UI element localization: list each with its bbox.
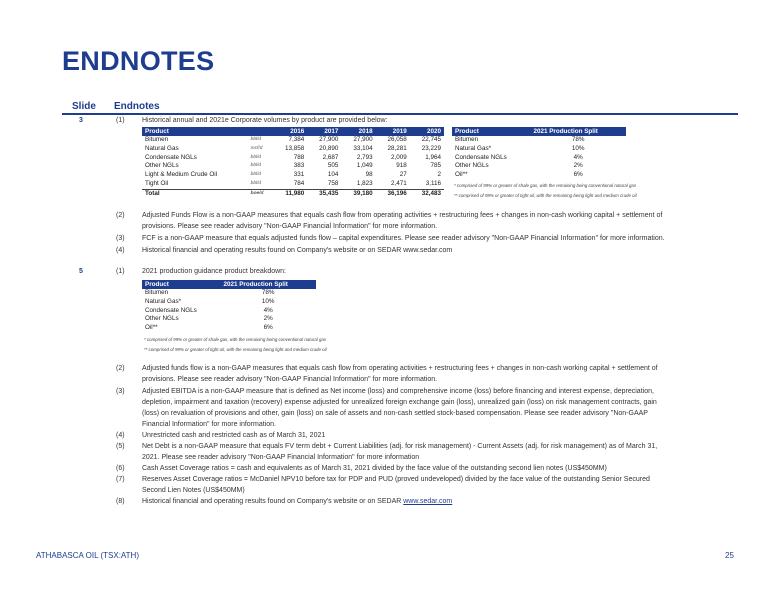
- cell-unit: mcf/d: [250, 145, 263, 151]
- note-5-6-text: Cash Asset Coverage ratios = cash and equivalents as of March 31, 2021 divided by the face value of the outstanding second lien notes (US$450MM): [142, 465, 607, 472]
- cell-value: 27,900: [353, 136, 373, 143]
- cell-product: Condensate NGLs: [145, 306, 197, 314]
- header-product: Product: [142, 127, 248, 136]
- cell-value: 1,823: [356, 179, 373, 187]
- cell-value: 35,435: [307, 189, 341, 198]
- cell-product: Other NGLs: [145, 315, 179, 323]
- slide-5-number: 5: [79, 268, 83, 275]
- cell-value: 78%: [571, 136, 585, 143]
- table-row: [452, 136, 626, 145]
- cell-value: 784: [293, 179, 305, 187]
- cell-product: Natural Gas: [145, 144, 179, 152]
- cell-value: 1,964: [425, 153, 441, 161]
- cell-value: 28,281: [387, 144, 407, 152]
- cell-value: 2,471: [391, 179, 407, 187]
- header-product: Product: [142, 280, 220, 289]
- cell-value: 22,745: [421, 136, 441, 143]
- cell-value: 2%: [263, 315, 273, 323]
- cell-unit: bbl/d: [250, 163, 262, 169]
- table-row: [142, 171, 444, 180]
- note-5-4-text: Unrestricted cash and restricted cash as of March 31, 2021: [142, 432, 326, 439]
- note-5-3-number: (3): [116, 388, 125, 395]
- cell-value: 505: [327, 162, 339, 170]
- cell-value: 383: [293, 162, 305, 170]
- table-row: [452, 162, 626, 171]
- note-5-1-text: 2021 production guidance product breakdown:: [142, 268, 286, 275]
- table-row: [142, 162, 444, 171]
- note-5-3-text-line2: depletion, impairment and taxation (recovery) expense adjusted for unrealized foreign exchange gain (loss), unrealized gain (loss) on risk management contracts, gain: [142, 399, 657, 406]
- note-5-7-text-line2: Second Lien Notes (US$450MM): [142, 487, 245, 494]
- cell-value: 27,900: [319, 136, 339, 143]
- split-table-header: [142, 280, 316, 289]
- note-3-3-text: FCF is a non-GAAP measure that equals adjusted funds flow – capital expenditures. Please see reader advisory "Non-GAAP Financial Information" for more information.: [142, 235, 665, 242]
- cell-value: 4%: [573, 153, 583, 161]
- split-footnote-1: * comprised of 99% or greater of shale gas, with the remaining being conventional natural gas: [454, 183, 637, 188]
- cell-unit: bbl/d: [250, 180, 262, 186]
- cell-product: Light & Medium Crude Oil: [145, 171, 218, 179]
- header-2016: 2016: [273, 127, 307, 136]
- slide-column-label: Slide: [72, 101, 96, 112]
- cell-product: Oil**: [145, 324, 158, 332]
- cell-value: 104: [327, 171, 339, 179]
- note-5-6-number: (6): [116, 465, 125, 472]
- cell-value: 7,384: [288, 136, 305, 143]
- note-5-8-number: (8): [116, 498, 125, 505]
- table-row: [142, 315, 316, 324]
- cell-value: 10%: [261, 297, 275, 305]
- cell-value: 11,980: [273, 189, 307, 198]
- cell-value: 27: [399, 171, 407, 179]
- table-row: [142, 145, 444, 154]
- cell-value: 39,180: [341, 189, 375, 198]
- cell-value: 13,858: [284, 144, 305, 152]
- cell-value: 918: [396, 162, 407, 170]
- cell-product: Bitumen: [145, 289, 169, 296]
- cell-unit: bbl/d: [250, 172, 262, 178]
- cell-value: 1,049: [356, 162, 373, 170]
- split-table-header: [452, 127, 626, 136]
- header-product: Product: [452, 127, 530, 136]
- note-5-7-text-line1: Reserves Asset Coverage ratios = McDaniel NPV10 before tax for PDP and PUD (proved undeveloped) divided by the face value of the outstanding Senior Secured: [142, 476, 650, 483]
- header-unit: [248, 127, 273, 136]
- note-5-3-text-line3: (loss) on revaluation of provisions and other, gain (loss) on sale of assets and non-cash settled stock-based compensation. Please see reader advisory "Non-GAAP: [142, 410, 648, 417]
- cell-unit: bbl/d: [250, 137, 262, 142]
- table-row: [452, 171, 626, 180]
- note-5-5-text-line2: 2021. Please see reader advisory "Non-GAAP Financial Information" for more information: [142, 454, 420, 461]
- table-row: [142, 307, 316, 316]
- note-5-2-text-line1: Adjusted funds flow is a non-GAAP measures that equals cash flow from operating activities + restructuring fees + changes in non-cash working capital + settlement of: [142, 365, 658, 372]
- note-3-4-number: (4): [116, 247, 125, 254]
- header-rule: [62, 113, 738, 115]
- header-split: 2021 Production Split: [220, 280, 316, 289]
- page-title: ENDNOTES: [62, 46, 215, 76]
- note-3-2-text-line1: Adjusted Funds Flow is a non-GAAP measures that equals cash flow from operating activities + restructuring fees + changes in non-cash working capital + settlement of: [142, 212, 663, 219]
- header-2018: 2018: [341, 127, 375, 136]
- header-split: 2021 Production Split: [530, 127, 626, 136]
- cell-value: 785: [430, 162, 441, 170]
- cell-product: Condensate NGLs: [145, 153, 197, 161]
- cell-product: Bitumen: [455, 136, 479, 143]
- cell-product: Tight Oil: [145, 179, 169, 187]
- guidance-split-table: [142, 280, 316, 333]
- split-footnote-1: * comprised of 99% or greater of shale gas, with the remaining being conventional natural gas: [144, 337, 327, 342]
- table-row: [142, 180, 444, 189]
- cell-value: 10%: [571, 144, 585, 152]
- cell-value: 23,229: [421, 144, 441, 152]
- note-3-3-number: (3): [116, 235, 125, 242]
- table-row: [142, 289, 316, 298]
- note-3-4-text: Historical financial and operating results found on Company's website or on SEDAR www.sedar.com: [142, 247, 453, 254]
- table-row: [142, 324, 316, 333]
- header-2017: 2017: [307, 127, 341, 136]
- table-row: [452, 145, 626, 154]
- note-5-3-text-line4: Financial Information" for more information.: [142, 421, 276, 428]
- cell-value: 2: [437, 171, 441, 179]
- note-3-2-text-line2: provisions. Please see reader advisory "Non-GAAP Financial Information" for more information.: [142, 223, 438, 230]
- cell-product: Other NGLs: [145, 162, 179, 170]
- note-3-1-text: Historical annual and 2021e Corporate volumes by product are provided below:: [142, 117, 388, 124]
- cell-value: 2,687: [322, 153, 339, 161]
- note-5-5-number: (5): [116, 443, 125, 450]
- cell-value: 2%: [573, 162, 583, 170]
- note-5-8-text: [142, 497, 452, 507]
- note-5-5-text-line1: Net Debt is a non-GAAP measure that equals FV term debt + Current Liabilities (adj. for risk management) - Current Assets (adj. for risk management) as of March 31,: [142, 443, 658, 450]
- header-2020: 2020: [410, 127, 444, 136]
- cell-value: 20,890: [319, 144, 339, 152]
- split-footnote-2: ** comprised of 99% or greater of tight oil, with the remaining being light and medium crude oil: [144, 347, 327, 352]
- note-5-4-number: (4): [116, 432, 125, 439]
- cell-product: Oil**: [455, 171, 468, 179]
- note-5-2-text-line2: provisions. Please see reader advisory "Non-GAAP Financial Information" for more information.: [142, 376, 438, 383]
- cell-product: Total: [142, 189, 248, 198]
- page-number: 25: [725, 551, 734, 560]
- cell-value: 78%: [261, 289, 275, 296]
- table-row: [142, 136, 444, 145]
- split-footnote-2: ** comprised of 99% or greater of tight oil, with the remaining being light and medium crude oil: [454, 193, 637, 198]
- cell-unit: boe/d: [248, 189, 273, 198]
- cell-value: 33,104: [353, 144, 373, 152]
- cell-value: 2,009: [391, 153, 407, 161]
- cell-value: 98: [365, 171, 373, 179]
- cell-value: 3,116: [425, 179, 441, 187]
- total-row: [142, 189, 444, 198]
- production-split-table: [452, 127, 626, 180]
- note-5-8-text-body: Historical financial and operating results found on Company's website or on SEDAR: [142, 498, 404, 505]
- table-row: [142, 154, 444, 163]
- volumes-table-header: [142, 127, 444, 136]
- header-2019: 2019: [376, 127, 410, 136]
- table-row: [452, 154, 626, 163]
- cell-product: Other NGLs: [455, 162, 489, 170]
- note-5-1-number: (1): [116, 268, 125, 275]
- note-5-2-number: (2): [116, 365, 125, 372]
- cell-value: 2,793: [356, 153, 373, 161]
- cell-value: 36,196: [376, 189, 410, 198]
- cell-value: 26,058: [387, 136, 407, 143]
- cell-value: 331: [293, 171, 305, 179]
- note-3-2-number: (2): [116, 212, 125, 219]
- cell-value: 32,483: [410, 189, 444, 198]
- cell-product: Condensate NGLs: [455, 153, 507, 161]
- volumes-table: [142, 127, 444, 199]
- cell-product: Bitumen: [145, 136, 169, 143]
- footer-company: ATHABASCA OIL (TSX:ATH): [36, 551, 139, 560]
- cell-value: 6%: [263, 324, 273, 332]
- cell-value: 758: [327, 179, 339, 187]
- cell-unit: bbl/d: [250, 154, 262, 160]
- cell-value: 6%: [573, 171, 583, 179]
- cell-value: 788: [293, 153, 305, 161]
- sedar-link[interactable]: www.sedar.com: [403, 498, 453, 505]
- note-5-3-text-line1: Adjusted EBITDA is a non-GAAP measure that is defined as Net income (loss) and comprehensive income (loss) before financing and interest expense, depreciation,: [142, 388, 654, 395]
- cell-value: 4%: [263, 306, 273, 314]
- note-3-1-number: (1): [116, 117, 125, 124]
- slide-3-number: 3: [79, 117, 83, 124]
- cell-product: Natural Gas*: [455, 144, 492, 152]
- cell-product: Natural Gas*: [145, 297, 182, 305]
- table-row: [142, 298, 316, 307]
- note-5-7-number: (7): [116, 476, 125, 483]
- endnotes-column-label: Endnotes: [114, 101, 160, 112]
